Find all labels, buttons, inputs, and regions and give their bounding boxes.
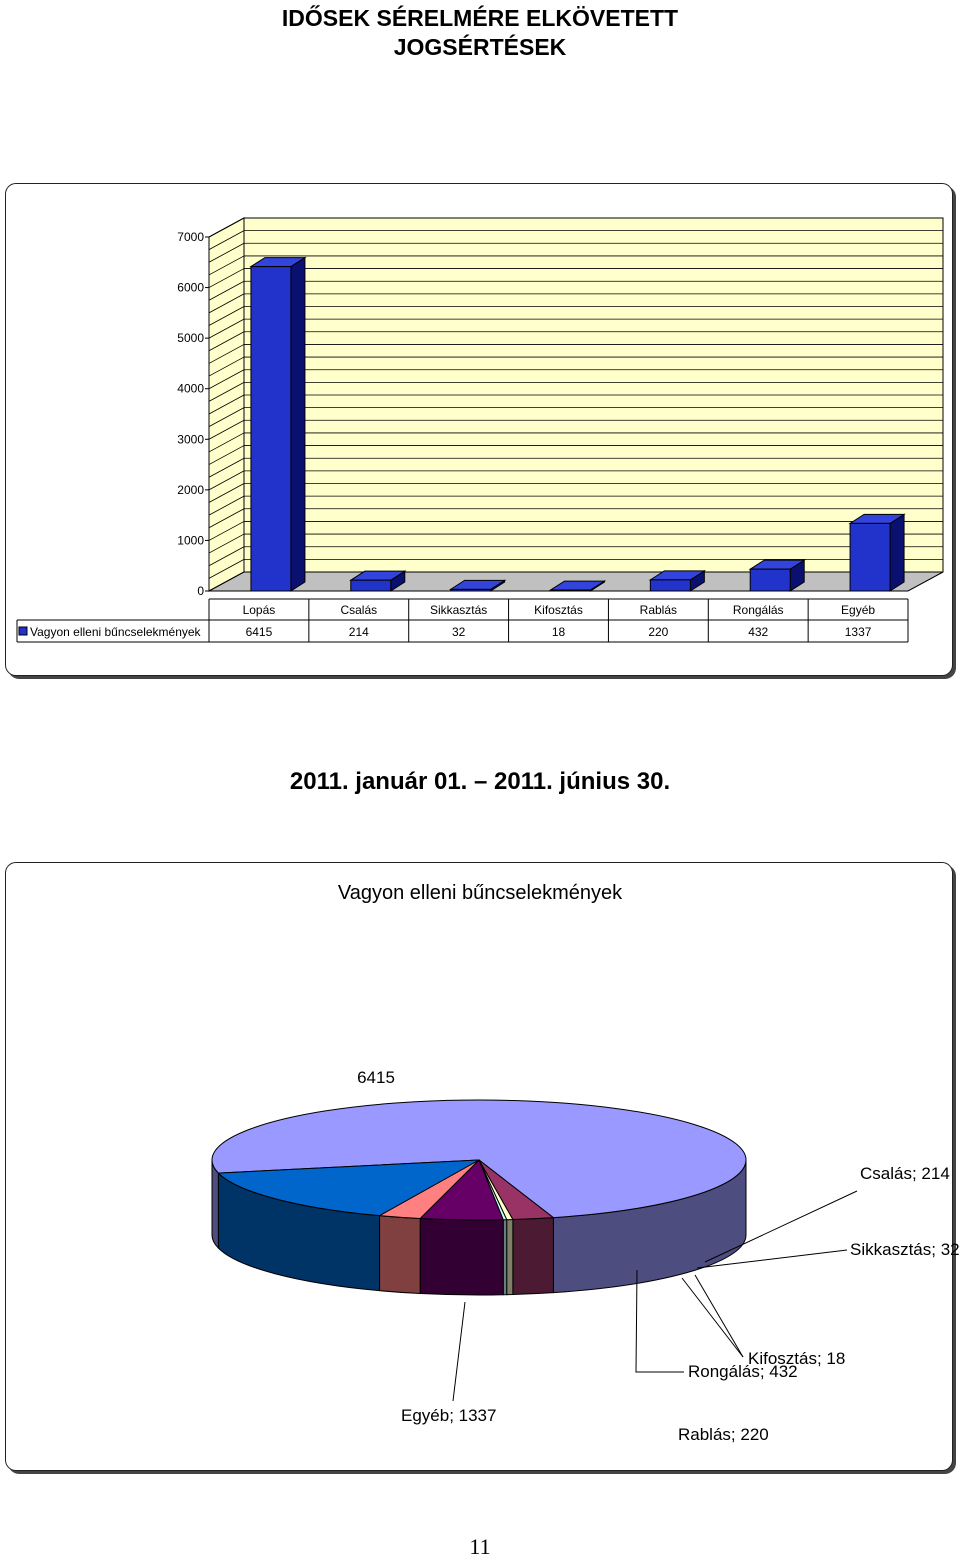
pie-side-lopás <box>212 1160 218 1248</box>
pie-title: Vagyon elleni bűncselekmények <box>337 882 623 904</box>
page-number: 11 <box>469 1534 491 1559</box>
y-tick-label: 7000 <box>177 230 204 244</box>
y-tick-label: 4000 <box>177 381 204 396</box>
y-tick-label: 6000 <box>177 280 204 295</box>
value-label: 214 <box>348 625 369 639</box>
pie-label: Csalás; 214 <box>860 1164 950 1183</box>
category-label: Lopás <box>242 603 276 617</box>
category-label: Csalás <box>340 603 378 617</box>
pie-label: 6415 <box>357 1068 395 1087</box>
period-heading: 2011. január 01. – 2011. június 30. <box>289 768 671 795</box>
leader-line <box>636 1270 684 1372</box>
y-tick-label: 3000 <box>177 432 204 447</box>
category-label: Rongálás <box>732 603 784 617</box>
y-tick-label: 0 <box>197 584 204 598</box>
pie-label: Kifosztás; 18 <box>748 1349 846 1368</box>
value-label: 220 <box>648 625 669 639</box>
value-label: 432 <box>748 625 769 639</box>
leader-line <box>695 1275 743 1357</box>
y-tick-label: 5000 <box>177 331 204 346</box>
value-label: 6415 <box>245 625 273 639</box>
y-tick-label: 2000 <box>177 482 204 497</box>
pie-tops <box>212 1100 746 1220</box>
value-label: 1337 <box>844 625 872 639</box>
pie-side-rongálás <box>420 1219 503 1295</box>
value-label: 18 <box>551 625 566 639</box>
category-label: Rablás <box>639 603 678 617</box>
pie-label: Sikkasztás; 32 <box>850 1240 960 1259</box>
value-label: 32 <box>451 625 466 639</box>
legend-label: Vagyon elleni bűncselekmények <box>30 625 201 639</box>
y-tick-label: 1000 <box>177 533 204 548</box>
pie-label: Rablás; 220 <box>678 1425 769 1444</box>
pie-label: Rongálás; 432 <box>688 1362 798 1381</box>
pie-label: Egyéb; 1337 <box>401 1406 497 1425</box>
pie-side-kifosztás <box>503 1220 506 1295</box>
page-title-line-1: IDŐSEK SÉRELMÉRE ELKÖVETETT <box>281 5 679 31</box>
pie-side-csalás <box>513 1218 554 1295</box>
pie-side-rablás <box>380 1216 421 1294</box>
leader-line <box>682 1278 743 1357</box>
category-label: Sikkasztás <box>429 603 488 617</box>
category-label: Kifosztás <box>534 603 583 617</box>
leader-line <box>453 1302 465 1401</box>
category-label: Egyéb <box>841 603 876 617</box>
pie-side-sikkasztás <box>507 1220 513 1295</box>
page-title-line-2: JOGSÉRTÉSEK <box>393 34 567 60</box>
